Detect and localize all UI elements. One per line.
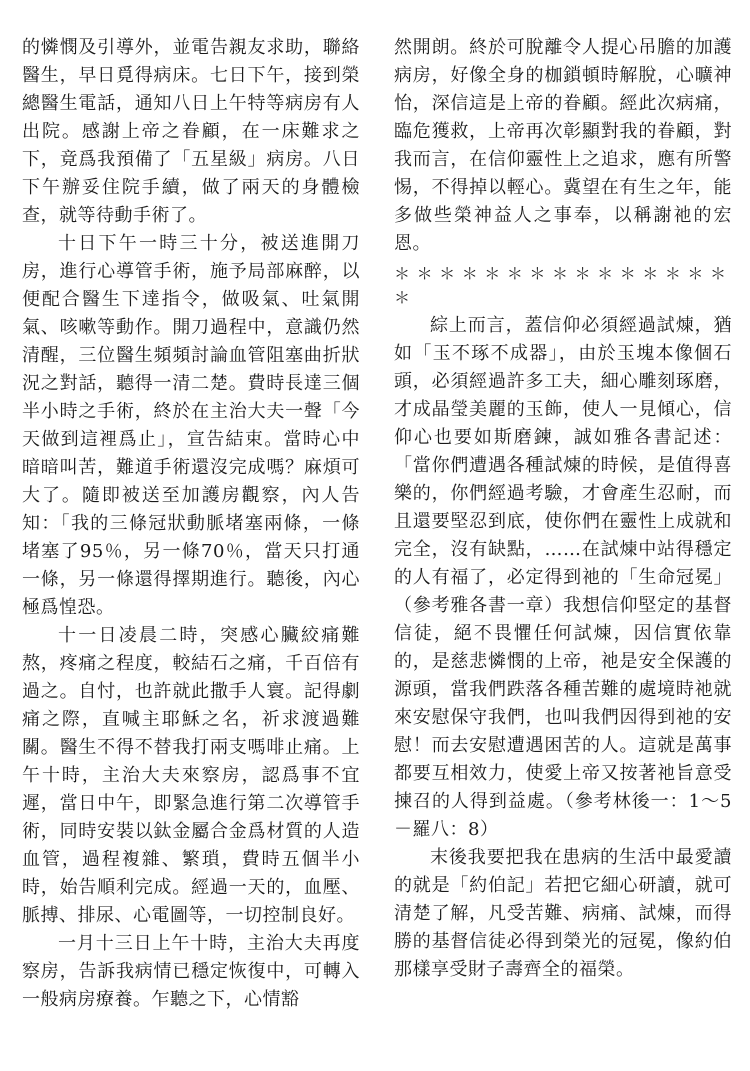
paragraph-job: 末後我要把我在患病的生活中最愛讀的就是「約伯記」若把它細心研讀，就可清楚了解，凡受苦難、病痛、試煉，而得勝的基督信徒必得到榮光的冠冕，像約伯那樣享受財子壽齊全的福榮。 <box>394 847 732 980</box>
left-column <box>22 34 360 1014</box>
right-column <box>394 34 732 984</box>
paragraph-recovery: 一月十三日上午十時，主治大夫再度察房，告訴我病情已穩定恢復中，可轉入一般病房療養。乍聽之下，心情豁 <box>22 933 360 1010</box>
paragraph-continued: 的憐憫及引導外，並電告親友求助，聯絡醫生，早日覓得病床。七日下午，接到榮總醫生電話，通知八日上午特等病房有人出院。感謝上帝之眷顧，在一床難求之下，竟爲我預備了「五星級」病房。八日下午辦妥住院手續，做了兩天的身體檢查，就等待動手術了。 <box>22 37 360 226</box>
paragraph-gratitude: 然開朗。終於可脫離令人提心吊膽的加護病房，好像全身的枷鎖頓時解脫，心曠神怡，深信這是上帝的眷顧。經此次病痛，臨危獲救，上帝再次彰顯對我的眷顧，對我而言，在信仰靈性上之追求，應有所警惕，不得掉以輕心。冀望在有生之年，能多做些榮神益人之事奉，以稱謝祂的宏恩。 <box>394 37 732 254</box>
paragraph-surgery: 十日下午一時三十分，被送進開刀房，進行心導管手術，施予局部麻醉，以便配合醫生下達指令，做吸氣、吐氣開氣、咳嗽等動作。開刀過程中，意識仍然清醒，三位醫生頻頻討論血管阻塞曲折狀況之對話，聽得一清二楚。費時長達三個半小時之手術，終於在主治大夫一聲「今天做到這裡爲止」，宣告結束。當時心中暗暗叫苦，難道手術還沒完成嗎？麻煩可大了。隨即被送至加護房觀察，內人告知：「我的三條冠狀動脈堵塞兩條，一條堵塞了95％，另一條70％，當天只打通一條，另一條還得擇期進行。聽後，內心極爲惶恐。 <box>22 233 360 618</box>
section-separator: ＊＊＊＊＊＊＊＊＊＊＊＊＊＊＊＊ <box>394 264 732 307</box>
paragraph-second-surgery: 十一日凌晨二時，突感心臟絞痛難熬，疼痛之程度，較結石之痛，千百倍有過之。自忖，也許就此撒手人寰。記得劇痛之際，直喊主耶穌之名，祈求渡過難關。醫生不得不替我打兩支嗎啡止痛。上午十時，主治大夫來察房，認爲事不宜遲，當日中午，即緊急進行第二次導管手術，同時安裝以鈦金屬合金爲材質的人造血管，過程複雜、繁瑣，費時五個半小時，始告順利完成。經過一天的，血壓、脈搏、排尿、心電圖等，一切控制良好。 <box>22 625 360 926</box>
paragraph-trials: 綜上而言，蓋信仰必須經過試煉，猶如「玉不琢不成器」，由於玉塊本像個石頭，必須經過許多工夫，細心雕刻琢磨，才成晶瑩美麗的玉飾，使人一見傾心，信仰心也要如斯磨鍊，誠如雅各書記述：「當你們遭遇各種試煉的時候，是值得喜樂的，你們經過考驗，才會產生忍耐，而且還要堅忍到底，使你們在靈性上成就和完全，沒有缺點，……在試煉中站得穩定的人有福了，必定得到祂的「生命冠冕」（參考雅各書一章）我想信仰堅定的基督信徒，絕不畏懼任何試煉，因信實依靠的，是慈悲憐憫的上帝，祂是安全保護的源頭，當我們跌落各種苦難的處境時祂就來安慰保守我們，也叫我們因得到祂的安慰！而去安慰遭遇困苦的人。這就是萬事都要互相效力，使愛上帝又按著祂旨意受揀召的人得到益處。（參考林後一：1～5－羅八：8） <box>394 315 732 840</box>
